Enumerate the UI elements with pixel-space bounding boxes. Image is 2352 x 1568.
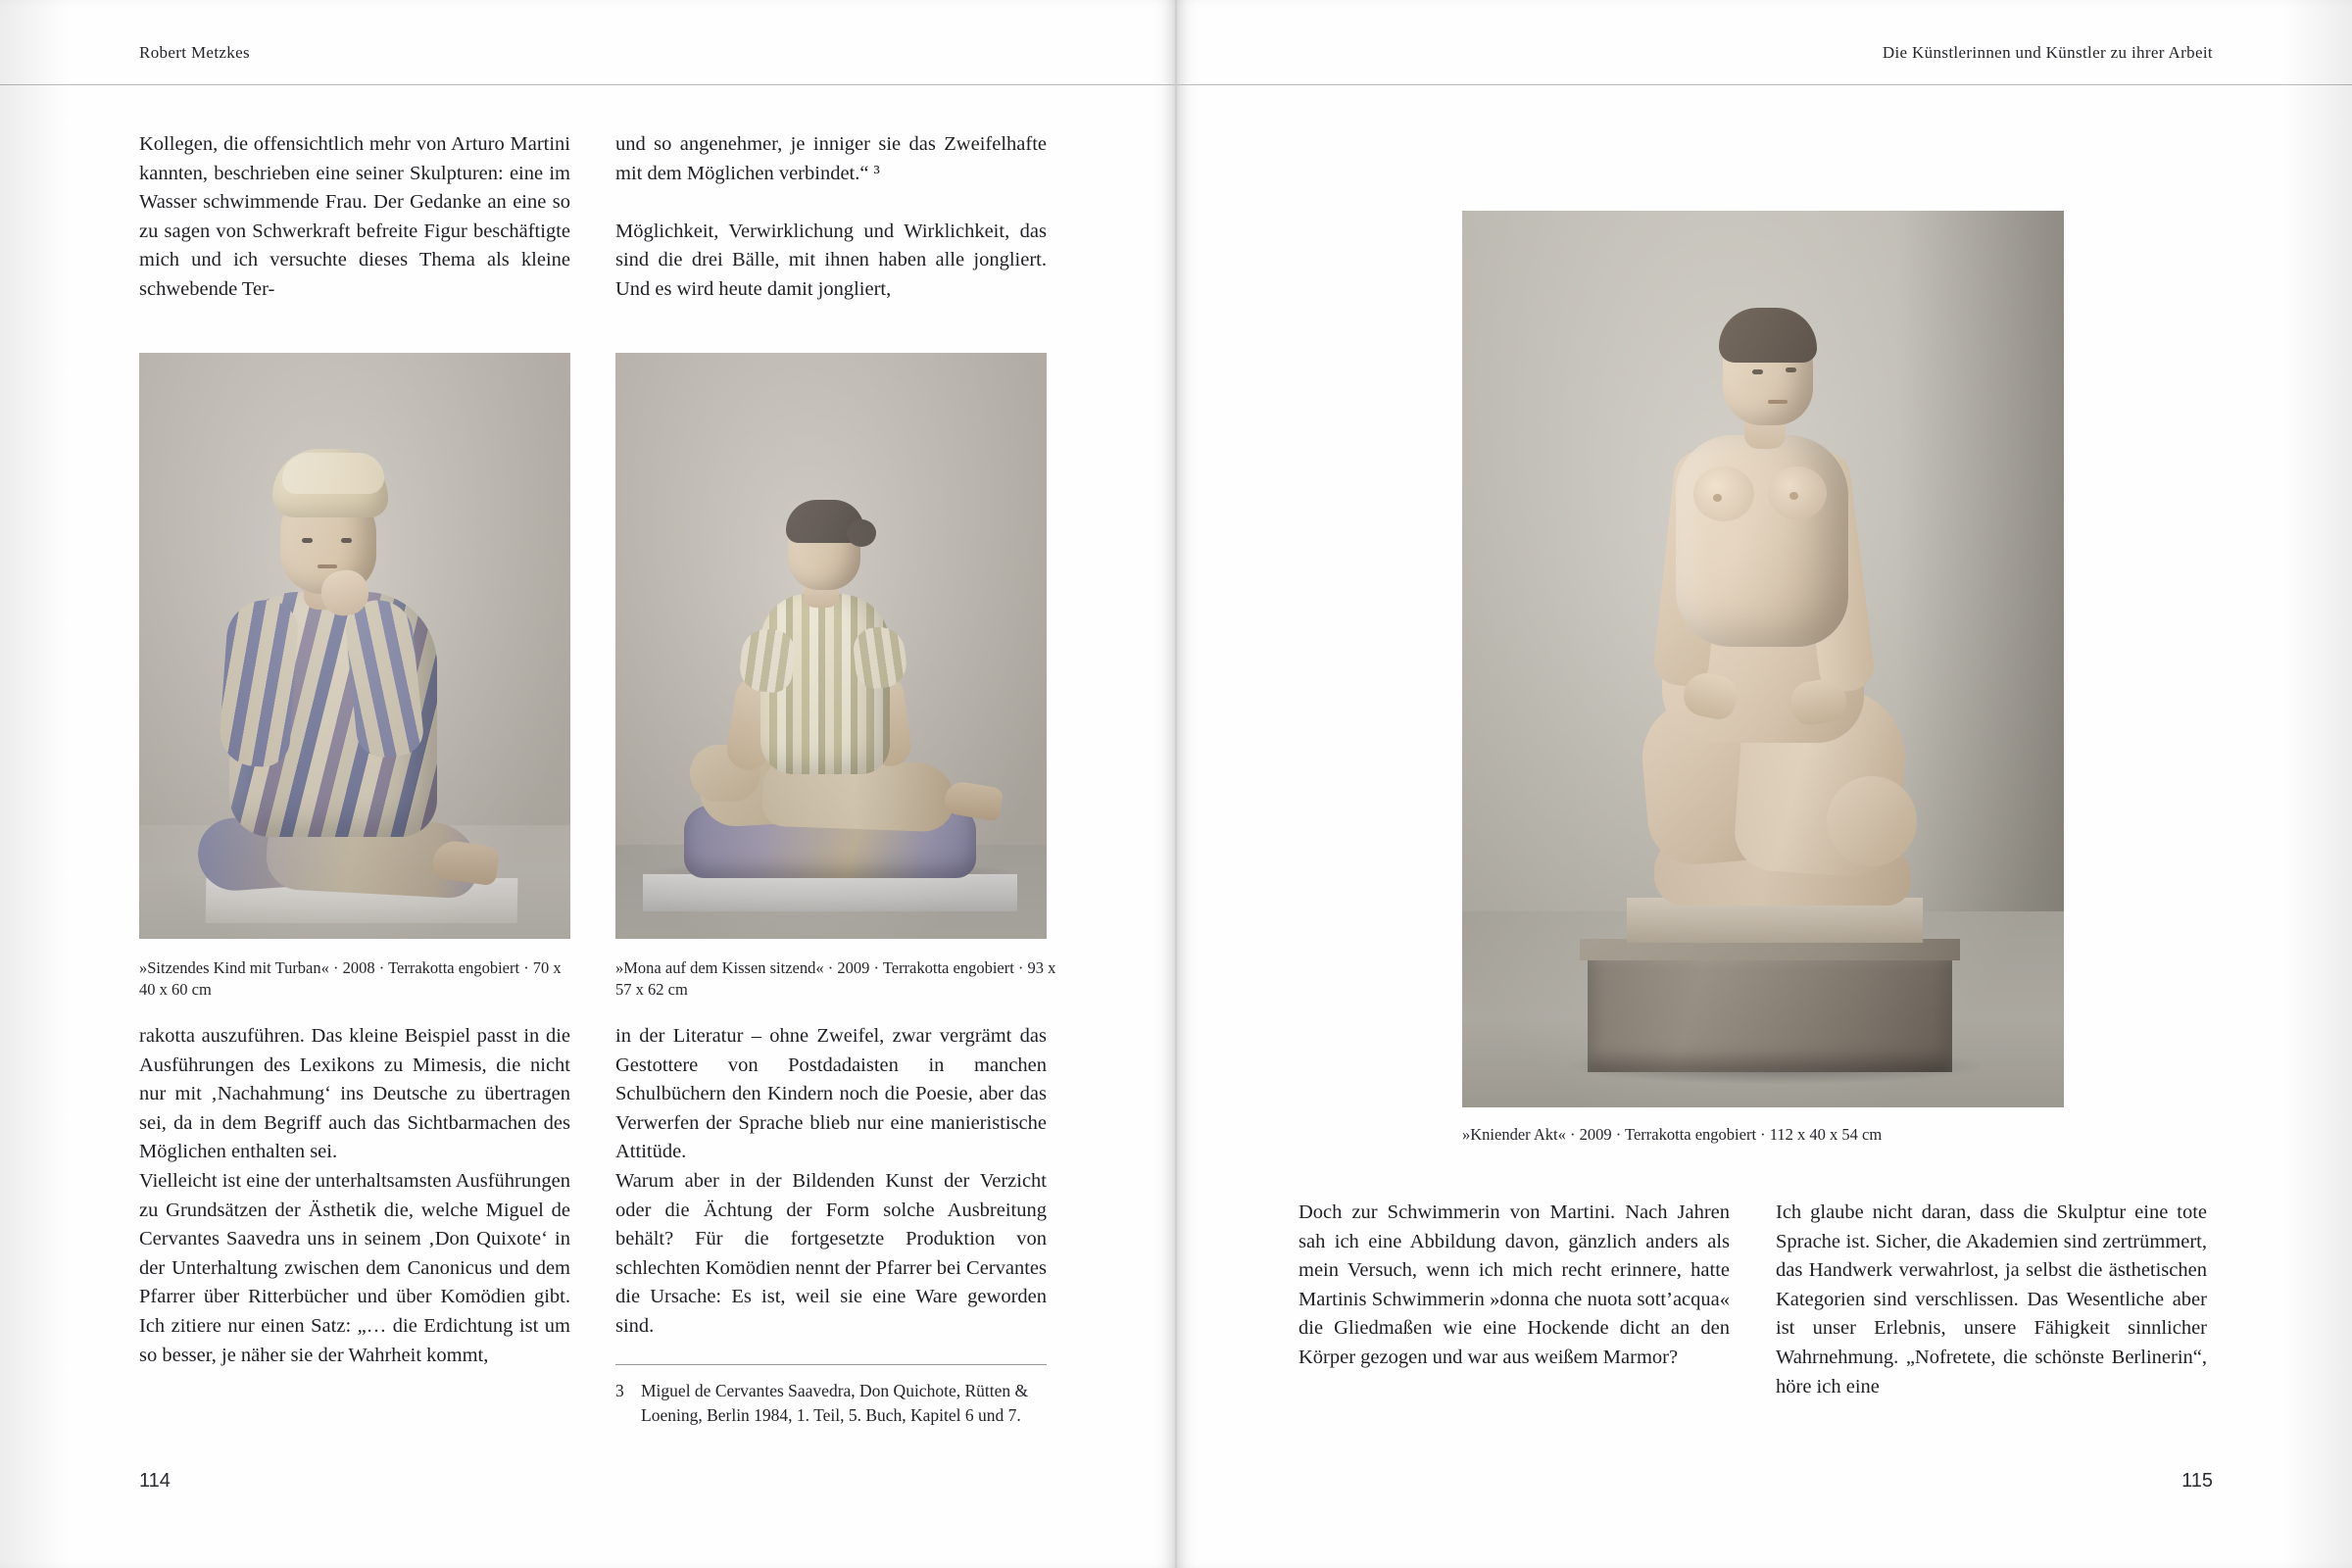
paragraph: Doch zur Schwimmerin von Martini. Nach Jahren sah ich eine Abbildung davon, gänzlich anders als mein Versuch, wenn ich mich recht erinnere, hatte Martinis Schwimmerin »donna che nuota sott’acqua« die Gliedmaßen wie eine Hockende dicht an den Körper gezogen und war aus weißem Marmor?	[1298, 1201, 1730, 1368]
left-column-two-bottom	[615, 1022, 1047, 1342]
footnote-block	[615, 1364, 1047, 1428]
spread-gutter	[1175, 0, 1177, 1568]
photo-mona-auf-dem-kissen-sitzend	[615, 353, 1047, 939]
photo-kniender-akt	[1462, 211, 2064, 1107]
footnote-rule	[615, 1364, 1047, 1365]
left-column-one-bottom	[139, 1022, 570, 1370]
left-column-one-top	[139, 130, 570, 305]
page-edge-shading-right	[2283, 0, 2352, 1568]
photo-sitzendes-kind-mit-turban	[139, 353, 570, 939]
paragraph: rakotta auszuführen. Das kleine Beispiel passt in die Ausführungen des Lexikons zu Mimesis, die nicht nur mit ‚Nachahmung‘ ins Deutsche zu übertragen sei, da in dem Begriff auch das Sichtbarmachen des Möglichen enthalten sei.	[139, 1025, 570, 1163]
footnote-item	[615, 1379, 1047, 1428]
right-column-one	[1298, 1199, 1730, 1373]
footnote-text: Miguel de Cervantes Saavedra, Don Quichote, Rütten & Loening, Berlin 1984, 1. Teil, 5. Buch, Kapitel 6 und 7.	[641, 1381, 1029, 1425]
page-edge-shading-left	[0, 0, 69, 1568]
paragraph: Kollegen, die offensichtlich mehr von Arturo Martini kannten, beschrieben eine seiner Skulpturen: eine im Wasser schwimmende Frau. Der Gedanke an eine so zu sagen von Schwerkraft befreite Figur beschäftigte mich und ich versuchte dieses Thema als kleine schwebende Ter-	[139, 133, 570, 300]
caption-photo-three: »Kniender Akt« · 2009 · Terrakotta engobiert · 112 x 40 x 54 cm	[1462, 1125, 1883, 1144]
paragraph: Warum aber in der Bildenden Kunst der Verzicht oder die Ächtung der Form solche Ausbreitung behält? Für die fortgesetzte Produktion von schlechten Komödien nennt der Pfarrer bei Cervantes die Ursache: Es ist, weil sie eine Ware geworden sind.	[615, 1169, 1047, 1337]
footnote-number: 3	[615, 1381, 624, 1400]
caption-photo-one: »Sitzendes Kind mit Turban« · 2008 · Terrakotta engobiert · 70 x 40 x 60 cm	[139, 958, 562, 999]
paragraph: in der Literatur – ohne Zweifel, zwar vergrämt das Gestottere von Postdadaisten in manchen Schulbüchern den Kindern noch die Poesie, aber das Verwerfen der Sprache blieb nur eine manieristische Attitüde.	[615, 1025, 1047, 1163]
left-column-two-top	[615, 130, 1047, 305]
paragraph: Vielleicht ist eine der unterhaltsamsten Ausführungen zu Grundsätzen der Ästhetik die, welche Miguel de Cervantes Saavedra uns in seinem ‚Don Quixote‘ in der Unterhaltung zwischen dem Canonicus und dem Pfarrer über Ritterbücher und über Komödien gibt. Ich zitiere nur einen Satz: „… die Erdichtung ist um so besser, je näher sie der Wahrheit kommt,	[139, 1169, 570, 1366]
running-head-right: Die Künstlerinnen und Künstler zu ihrer Arbeit	[1882, 43, 2213, 62]
folio-right: 115	[2181, 1470, 2213, 1492]
paragraph: Möglichkeit, Verwirklichung und Wirklichkeit, das sind die drei Bälle, mit ihnen haben alle jongliert. Und es wird heute damit jongliert,	[615, 220, 1047, 300]
paragraph: und so angenehmer, je inniger sie das Zweifelhafte mit dem Möglichen verbindet.“ ³	[615, 133, 1047, 184]
header-rule-right	[1176, 84, 2352, 85]
caption-photo-two: »Mona auf dem Kissen sitzend« · 2009 · Terrakotta engobiert · 93 x 57 x 62 cm	[615, 958, 1056, 999]
folio-left: 114	[139, 1470, 171, 1492]
header-rule-left	[0, 84, 1176, 85]
running-head-left: Robert Metzkes	[139, 43, 251, 62]
paragraph: Ich glaube nicht daran, dass die Skulptur eine tote Sprache ist. Sicher, die Akademien sind zertrümmert, das Handwerk verwahrlost, ja selbst die ästhetischen Kategorien sind verschlissen. Das Wesentliche aber ist unser Erlebnis, unsere Fähigkeit sinnlicher Wahrnehmung. „Nofretete, die schönste Berlinerin“, höre ich eine	[1776, 1201, 2207, 1397]
right-column-two	[1776, 1199, 2207, 1401]
